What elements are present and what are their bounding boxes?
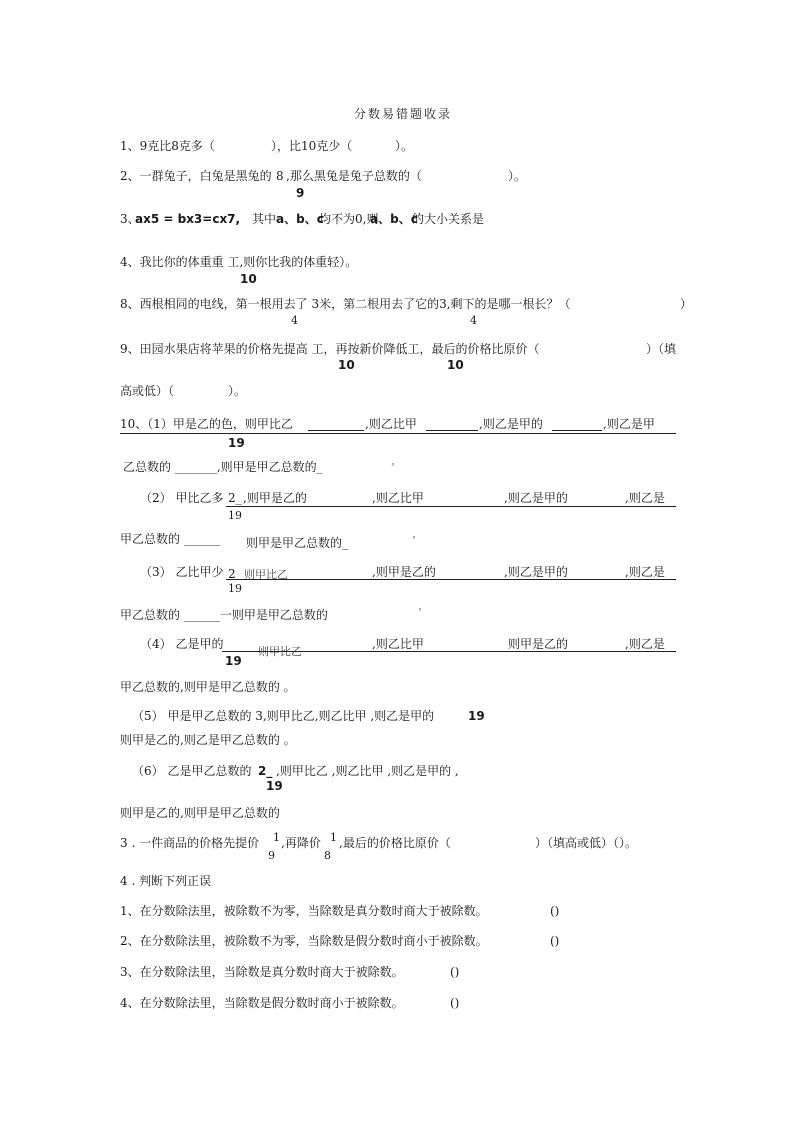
q10-p3-text-a: （3） 乙比甲少 <box>140 565 224 579</box>
q10-p2-text-e: ,则乙是 <box>625 491 665 505</box>
q10-p3-text-d: ,则乙是 <box>625 565 665 579</box>
underline <box>120 433 676 434</box>
judge-item-4: 4、在分数除法里，当除数是假分数时商小于被除数。 <box>120 996 404 1010</box>
q10-p1-text-b: ,则乙比甲 <box>365 417 417 431</box>
q10-p3-text-b: ,则甲是乙的 <box>372 565 436 579</box>
q3-number: 3、 <box>120 212 140 226</box>
q3-text-b: 其中 <box>252 212 277 226</box>
judge-item-3: 3、在分数除法里，当除数是真分数时商大于被除数。 <box>120 965 404 979</box>
q10-p2-text-c: ,则乙比甲 <box>372 491 424 505</box>
q3b-denominator-2: 8 <box>324 849 331 862</box>
q2-denominator: 9 <box>296 186 305 200</box>
q2-numerator: 8 <box>276 169 284 183</box>
q2-text-c: ）。 <box>508 169 527 183</box>
ink-dot: ° <box>391 462 395 471</box>
q10-p4-text-a: （4） 乙是甲的 <box>140 637 224 651</box>
q3-text-c: 均不为0,则 <box>319 212 379 226</box>
judge-mark-3: () <box>450 965 460 979</box>
ink-dot: ° <box>412 535 416 544</box>
q3b-text-c: ,最后的价格比原价（ <box>339 836 451 850</box>
q10-p3-overlap-text: 则甲比乙 <box>244 568 288 581</box>
ink-dot: ° <box>418 607 422 616</box>
q10-p6-text-a: （6） 乙是甲乙总数的 <box>132 764 252 778</box>
q9-text-c: 高或低）（ <box>120 384 175 398</box>
q10-p5-denominator: 19 <box>468 709 485 723</box>
q9-denominator-1: 10 <box>338 358 355 372</box>
q3b-text-d: ）（填高或低）（）。 <box>535 836 638 850</box>
q10-p1-text-d: ,则乙是甲 <box>603 417 655 431</box>
underline <box>226 506 676 507</box>
q3-equation: ax5 = bx3=cx7, <box>135 212 241 226</box>
q9-denominator-2: 10 <box>447 358 464 372</box>
q10-p2-text-d: ,则乙是甲的 <box>504 491 568 505</box>
q4-text: 4、我比你的体重重 工,则你比我的体重轻）。 <box>120 255 358 269</box>
q8-denominator-2: 4 <box>470 314 477 327</box>
q4b-heading: 4 . 判断下列正误 <box>120 874 212 888</box>
q10-p6-text-c: 则甲是乙的,则甲是甲乙总数的 <box>120 806 280 820</box>
q9-text-b: ）（填 <box>646 342 677 356</box>
q10-p6-numerator: 2_ <box>258 764 273 778</box>
q3b-numerator-2: 1 <box>330 831 337 844</box>
q3-text-d: 的大小关系是 <box>412 212 485 226</box>
q3b-denominator-1: 9 <box>268 849 275 862</box>
q10-p1-denominator: 19 <box>228 436 245 450</box>
q10-p3-numerator: 2 <box>228 567 236 581</box>
q10-p2-numerator: 2_ <box>228 491 242 505</box>
underline <box>226 579 676 580</box>
page-title: 分数易错题收录 <box>354 107 453 121</box>
q10-p3-text-e: 甲乙总数的 ______一则甲是甲乙总数的 <box>120 608 328 622</box>
q10-p2-text-a: （2） 甲比乙多 <box>140 491 224 505</box>
q3-vars-2: a、b、c <box>370 212 418 226</box>
q10-p2-text-f: 甲乙总数的 ______ <box>120 532 220 546</box>
q3b-text-a: 3 . 一件商品的价格先提价 <box>120 836 260 850</box>
q10-p4-denominator: 19 <box>225 654 242 668</box>
q10-p5-text-b: 则甲是乙的,则乙是甲乙总数的 。 <box>120 733 296 747</box>
q3b-numerator-1: 1 <box>273 831 280 844</box>
q10-p1-text-c: ,则乙是甲的 <box>479 417 543 431</box>
q2-text-b: ,那么黑兔是兔子总数的（ <box>286 169 422 183</box>
q10-p4-text-b: ,则乙比甲 <box>372 637 424 651</box>
q8-close: ） <box>680 297 693 311</box>
q9-text-d: ）。 <box>228 384 247 398</box>
q10-p4-overlap-text: 则甲比乙 <box>258 645 302 658</box>
q10-p5-text-a: （5） 甲是甲乙总数的 3,则甲比乙,则乙比甲 ,则乙是甲的 <box>132 709 435 723</box>
answer-blank <box>552 430 602 431</box>
q10-p4-text-d: ,则乙是 <box>625 637 665 651</box>
q1-text-b: ），比10克少（ <box>271 139 353 153</box>
q4-denominator: 10 <box>240 272 257 286</box>
q10-p1-text-e: 乙总数的 _______,则甲是甲乙总数的_ <box>123 460 323 474</box>
q10-p4-text-c: 则甲是乙的 <box>508 637 569 651</box>
q10-p6-denominator: 19 <box>266 779 283 793</box>
answer-blank <box>308 430 364 431</box>
q10-p2-denominator: 19 <box>228 509 242 522</box>
q1-text-c: ）。 <box>395 139 414 153</box>
q10-p3-text-c: ,则乙是甲的 <box>504 565 568 579</box>
q8-text: 8、西根相同的电线，第一根用去了 3米，第二根用去了它的3,剩下的是哪一根长？（ <box>120 297 571 311</box>
judge-mark-2: () <box>550 934 560 948</box>
answer-blank <box>426 430 478 431</box>
q10-p3-denominator: 19 <box>228 582 242 595</box>
underline <box>222 651 676 652</box>
judge-mark-4: () <box>450 996 460 1010</box>
judge-item-1: 1、在分数除法里，被除数不为零，当除数是真分数时商大于被除数。 <box>120 904 488 918</box>
q10-p1-text-a: 10、（1）甲是乙的色，则甲比乙 <box>120 417 293 431</box>
q10-p6-text-b: ,则甲比乙 ,则乙比甲 ,则乙是甲的 , <box>276 764 459 778</box>
judge-mark-1: () <box>550 904 560 918</box>
q10-p2-text-g: 则甲是甲乙总数的_ <box>246 536 349 550</box>
judge-item-2: 2、在分数除法里，被除数不为零，当除数是假分数时商小于被除数。 <box>120 934 488 948</box>
q10-p2-text-b: ,则甲是乙的 <box>243 491 307 505</box>
q10-p4-text-e: 甲乙总数的,则甲是甲乙总数的 。 <box>120 680 296 694</box>
q8-denominator-1: 4 <box>291 314 298 327</box>
q3b-text-b: ,再降价 <box>281 836 321 850</box>
q1-text-a: 1、9克比8克多（ <box>120 139 215 153</box>
q3-vars-1: a、b、c <box>276 212 324 226</box>
q2-text-a: 2、一群兔子，白兔是黑兔的 <box>120 169 272 183</box>
q9-text-a: 9、田园水果店将苹果的价格先提高 工，再按新价降低工，最后的价格比原价（ <box>120 342 540 356</box>
